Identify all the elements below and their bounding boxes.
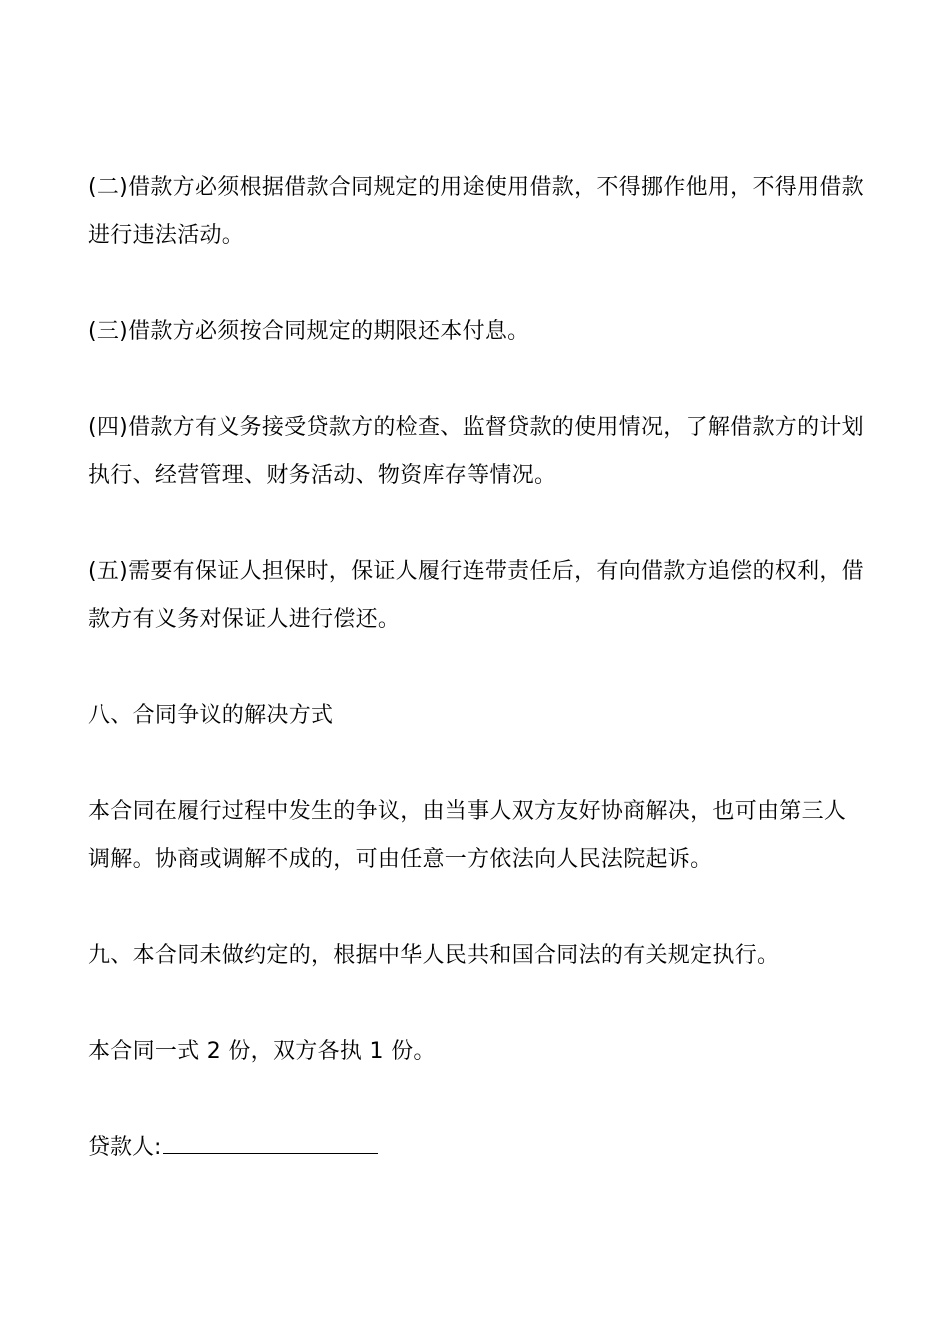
paragraph-spacer	[88, 260, 865, 308]
paragraph-spacer	[88, 884, 865, 932]
lender-signature-label: 贷款人:	[88, 1135, 162, 1160]
paragraph-spacer	[88, 356, 865, 404]
section-8-heading: 八、合同争议的解决方式	[88, 703, 334, 728]
clause-2-paragraph: (二)借款方必须根据借款合同规定的用途使用借款，不得挪作他用，不得用借款进行违法活动。	[88, 175, 864, 248]
paragraph-spacer	[88, 644, 865, 692]
dispute-resolution-paragraph: 本合同在履行过程中发生的争议，由当事人双方友好协商解决，也可由第三人调解。协商或调解不成的，可由任意一方依法向人民法院起诉。	[88, 799, 847, 872]
paragraph-spacer	[88, 500, 865, 548]
lender-signature-line	[163, 1127, 378, 1154]
copies-paragraph: 本合同一式 2 份，双方各执 1 份。	[88, 1039, 436, 1064]
clause-3-paragraph: (三)借款方必须按合同规定的期限还本付息。	[88, 319, 530, 344]
document-body	[88, 164, 865, 1172]
clause-5-paragraph: (五)需要有保证人担保时，保证人履行连带责任后，有向借款方追偿的权利，借款方有义务对保证人进行偿还。	[88, 559, 864, 632]
clause-4-paragraph: (四)借款方有义务接受贷款方的检查、监督贷款的使用情况，了解借款方的计划执行、经营管理、财务活动、物资库存等情况。	[88, 415, 864, 488]
section-9-paragraph: 九、本合同未做约定的，根据中华人民共和国合同法的有关规定执行。	[88, 943, 780, 968]
paragraph-spacer	[88, 980, 865, 1028]
paragraph-spacer	[88, 740, 865, 788]
paragraph-spacer	[88, 1076, 865, 1124]
lender-signature-row	[88, 1124, 865, 1172]
